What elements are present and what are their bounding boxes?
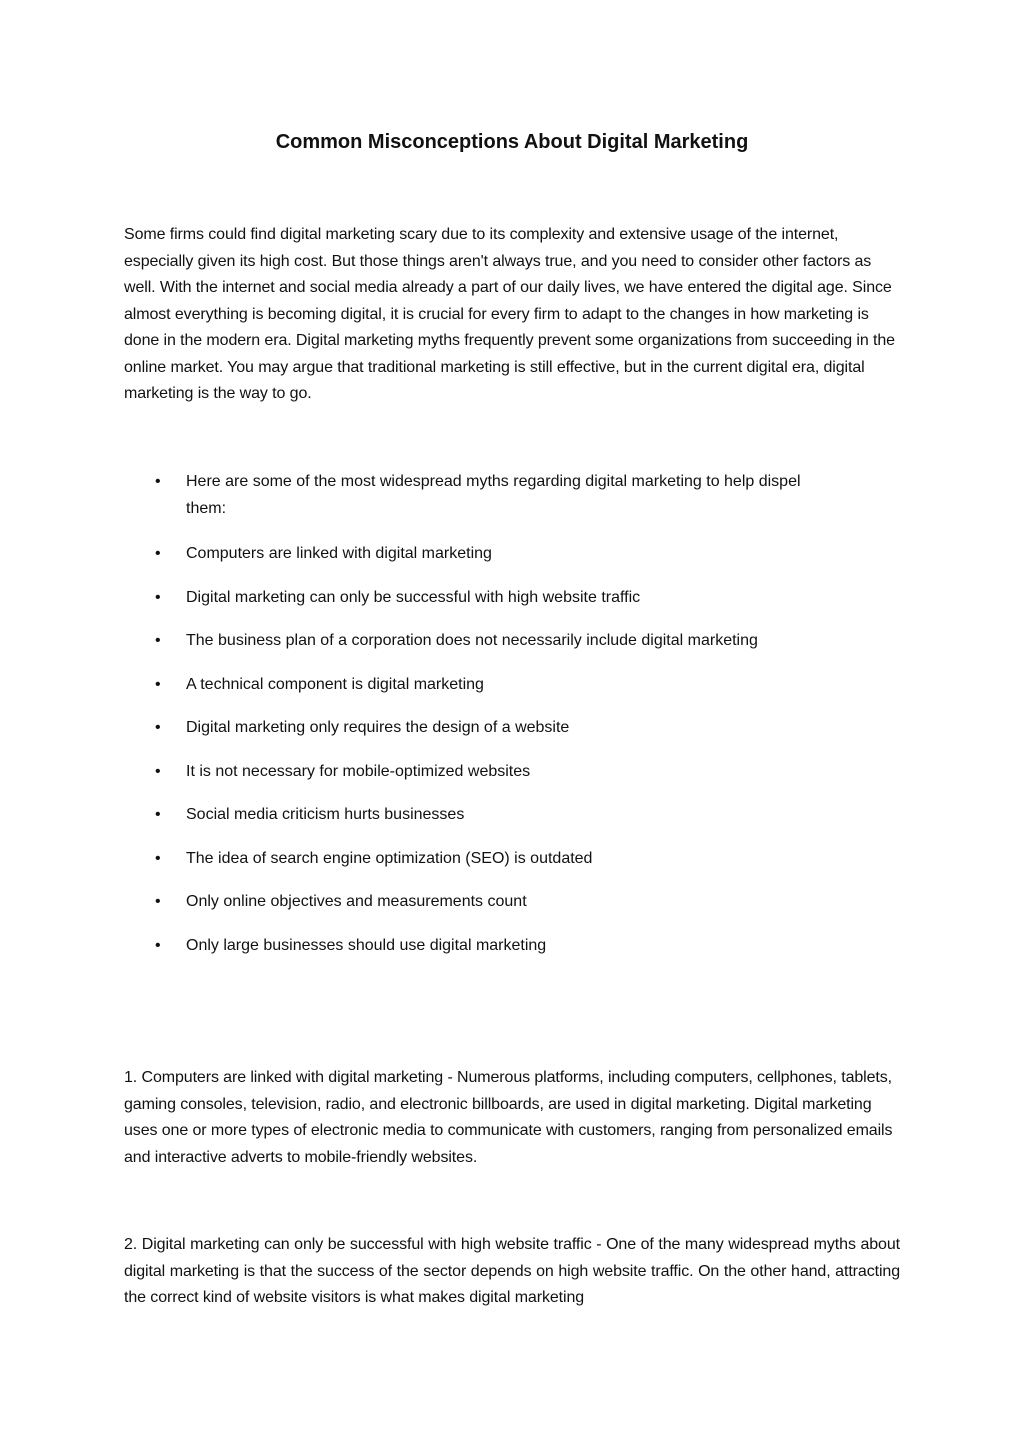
- list-item: [0, 541, 1024, 568]
- bullet-icon: •: [155, 473, 161, 490]
- bullet-icon: •: [155, 893, 161, 910]
- bullet-icon: •: [155, 675, 161, 693]
- list-item-text: A technical component is digital marketing: [186, 675, 484, 693]
- bullet-icon: •: [155, 849, 161, 867]
- bullet-icon: •: [155, 588, 161, 606]
- myth-section-1: 1. Computers are linked with digital marketing - Numerous platforms, including computers, cellphones, tablets, gaming consoles, television, radio, and electronic billboards, are used in digital marketing. Digital marketing uses one or more types of electronic media to communicate with customers, ranging from personalized emails and interactive adverts to mobile-friendly websites.: [124, 1069, 893, 1166]
- bullet-icon: •: [155, 762, 161, 780]
- list-item-text: The idea of search engine optimization (SEO) is outdated: [186, 849, 593, 867]
- list-item-text: Social media criticism hurts businesses: [186, 806, 465, 823]
- myths-bullet-list: [0, 469, 1024, 976]
- list-item: [0, 889, 1024, 916]
- list-item-text: Digital marketing can only be successful with high website traffic: [186, 588, 641, 606]
- bullet-icon: •: [155, 545, 161, 562]
- list-item: [0, 802, 1024, 829]
- list-item: [0, 846, 1024, 873]
- list-item: [0, 672, 1024, 699]
- list-item-text: Only online objectives and measurements count: [186, 893, 527, 910]
- list-item-text: Digital marketing only requires the design of a website: [186, 719, 570, 736]
- list-item-text: Here are some of the most widespread myths regarding digital marketing to help dispel them:: [186, 473, 801, 517]
- list-item-text: It is not necessary for mobile-optimized websites: [186, 762, 531, 780]
- list-item: [0, 628, 1024, 655]
- bullet-icon: •: [155, 936, 161, 954]
- list-item: [0, 933, 1024, 960]
- document-title: Common Misconceptions About Digital Marketing: [275, 131, 749, 153]
- list-item: [0, 585, 1024, 612]
- intro-paragraph: Some firms could find digital marketing scary due to its complexity and extensive usage of the internet, especially given its high cost. But those things aren't always true, and you need to consider other factors as well. With the internet and social media already a part of our daily lives, we have entered the digital age. Since almost everything is becoming digital, it is crucial for every firm to adapt to the changes in how marketing is done in the modern era. Digital marketing myths frequently prevent some organizations from succeeding in the online market. You may argue that traditional marketing is still effective, but in the current digital era, digital marketing is the way to go.: [124, 226, 895, 402]
- list-item: [0, 715, 1024, 742]
- bullet-icon: •: [155, 806, 161, 823]
- list-item-text: The business plan of a corporation does not necessarily include digital marketing: [186, 632, 758, 649]
- bullet-icon: •: [155, 719, 161, 736]
- list-item: [0, 759, 1024, 786]
- bullet-icon: •: [155, 632, 161, 649]
- list-item-text: Computers are linked with digital marketing: [186, 545, 492, 562]
- list-item-text: Only large businesses should use digital marketing: [186, 936, 547, 954]
- myth-section-2: 2. Digital marketing can only be successful with high website traffic - One of the many widespread myths about digital marketing is that the success of the sector depends on high website traffic. On the other hand, attracting the correct kind of website visitors is what makes digital marketing: [124, 1236, 900, 1306]
- list-item: [0, 469, 1024, 522]
